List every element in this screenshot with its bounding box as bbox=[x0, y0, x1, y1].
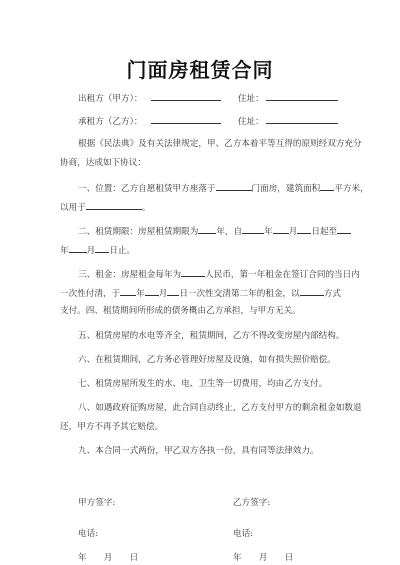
party-b-signature-label: 乙方签字: bbox=[233, 498, 271, 508]
area-blank[interactable] bbox=[320, 181, 334, 191]
intro-line-1: 根据《民法典》及有关法律规定，甲、乙方本着平等互得的原则经双方充分 bbox=[78, 139, 362, 149]
clause-2-line-1 bbox=[78, 224, 351, 238]
clause-3-line-3: 支付。四、租赁期间所形成的债务概由乙方承担，与甲方无关。 bbox=[60, 306, 301, 316]
party-b-address-label: 住址： bbox=[237, 117, 264, 127]
clause-1-line-1 bbox=[78, 181, 369, 195]
clause-1-text-c: 平方米， bbox=[334, 184, 369, 194]
intro-line-2: 协商，达成如下协议： bbox=[60, 158, 146, 168]
second-month-blank[interactable] bbox=[145, 286, 159, 296]
annual-rent-blank[interactable] bbox=[181, 267, 205, 277]
clause-2-text-e: 日起至 bbox=[311, 227, 338, 237]
start-month-blank[interactable] bbox=[273, 224, 289, 234]
clause-6: 六、在租赁期间，乙方务必管理好房屋及设施，如有损失照价赔偿。 bbox=[78, 355, 336, 365]
second-year-blank[interactable] bbox=[120, 286, 136, 296]
clause-3-text-a: 三、租金：房屋租金每年为 bbox=[78, 270, 182, 280]
clause-2-text-c: 年 bbox=[264, 227, 273, 237]
party-a-phone-label: 电话: bbox=[78, 529, 99, 539]
clause-2-text-a: 二、租赁期限：房屋租赁期限为 bbox=[78, 227, 199, 237]
usage-blank[interactable] bbox=[86, 200, 142, 210]
clause-9: 九、本合同一式两份，甲乙双方各执一份，具有同等法律效力。 bbox=[78, 446, 319, 456]
clause-3-text-b: 人民币，第一年租金在签订合同的当日内 bbox=[205, 270, 360, 280]
clause-2-text-g: 月 bbox=[86, 246, 96, 256]
clause-1-text-b: 门面房，建筑面积 bbox=[251, 184, 321, 194]
party-b-address-blank[interactable] bbox=[266, 114, 338, 124]
second-day-blank[interactable] bbox=[167, 286, 179, 296]
party-b-name-blank[interactable] bbox=[151, 114, 221, 124]
clause-1-text-e: 。 bbox=[141, 203, 151, 213]
party-b-date: 年 月 日 bbox=[233, 553, 294, 563]
party-a-label: 出租方（甲方）： bbox=[78, 94, 143, 104]
party-b-line bbox=[78, 114, 338, 128]
party-b-label: 承租方（乙方）： bbox=[78, 117, 143, 127]
party-a-signature-label: 甲方签字: bbox=[78, 498, 116, 508]
clause-1-line-2 bbox=[60, 200, 150, 214]
term-years-blank[interactable] bbox=[198, 224, 216, 234]
party-a-address-blank[interactable] bbox=[266, 91, 338, 101]
party-b-phone-label: 电话: bbox=[233, 529, 254, 539]
clause-3-text-c: 一次性付清，于 bbox=[60, 289, 121, 299]
clause-1-text-a: 一、位置：乙方自愿租赁甲方座落于 bbox=[78, 184, 216, 194]
party-a-name-blank[interactable] bbox=[151, 91, 221, 101]
clause-3-text-g: 方式 bbox=[323, 289, 341, 299]
clause-3-line-1 bbox=[78, 267, 360, 281]
clause-1-text-d: 以用于 bbox=[60, 203, 86, 213]
clause-2-text-d: 月 bbox=[288, 227, 298, 237]
end-month-blank[interactable] bbox=[69, 243, 87, 253]
clause-7: 七、租赁房屋所发生的水、电、卫生等一切费用，均由乙方支付。 bbox=[78, 379, 328, 389]
party-a-date: 年 月 日 bbox=[78, 553, 139, 563]
end-day-blank[interactable] bbox=[95, 243, 109, 253]
clause-3-text-f: 日一次性交清第二年的租金，以 bbox=[179, 289, 300, 299]
clause-2-text-h: 日止。 bbox=[109, 246, 136, 256]
party-a-line bbox=[78, 91, 338, 105]
party-a-address-label: 住址： bbox=[237, 94, 264, 104]
page-title: 门面房租赁合同 bbox=[126, 58, 274, 82]
clause-2-text-b: 年，自 bbox=[216, 227, 243, 237]
payment-method-blank[interactable] bbox=[300, 286, 324, 296]
clause-3-text-d: 年 bbox=[136, 289, 145, 299]
clause-8-line-1: 八、如遇政府征购房屋，此合同自动终止，乙方支付甲方的剩余租金如数退 bbox=[78, 403, 362, 413]
end-year-blank[interactable] bbox=[337, 224, 351, 234]
clause-3-line-2 bbox=[60, 286, 341, 300]
clause-2-text-f: 年 bbox=[60, 246, 69, 256]
clause-8-line-2: 还，甲方不再予其它赔偿。 bbox=[60, 422, 164, 432]
clause-5: 五、租赁房屋的水电等齐全，租赁期间，乙方不得改变房屋内部结构。 bbox=[78, 331, 345, 341]
location-blank[interactable] bbox=[216, 181, 252, 191]
start-day-blank[interactable] bbox=[297, 224, 311, 234]
start-year-blank[interactable] bbox=[242, 224, 264, 234]
clause-2-line-2 bbox=[60, 243, 135, 257]
clause-3-text-e: 月 bbox=[158, 289, 168, 299]
